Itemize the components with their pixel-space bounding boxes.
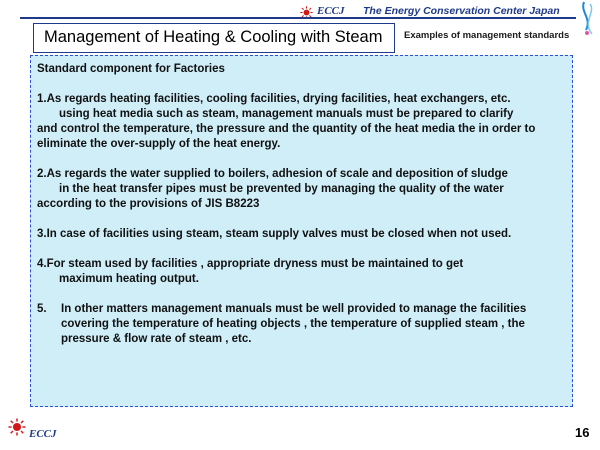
page-title: Management of Heating & Cooling with Steam [33,23,395,53]
list-item-rest: according to the provisions of JIS B8223 [37,198,260,210]
list-item-number: 5. [37,303,47,315]
list-item-first-line: 1.As regards heating facilities, cooling facilities, drying facilities, heat exchangers, etc. [37,93,511,105]
list-item [37,167,566,212]
content-panel [30,55,573,407]
list-item-first-line: 3.In case of facilities using steam, steam supply valves must be closed when not used. [37,228,512,240]
list-item-indent-line: maximum heating output. [59,273,199,285]
page-number: 16 [575,425,590,440]
list-item-text: In other matters management manuals must be well provided to manage the facilities covering the temperature of heating objects , the temperature of supplied steam , the pressure & flow rate of steam , etc. [61,303,527,345]
list-item [37,92,566,152]
footer-brand: ECCJ [29,428,57,440]
list-item-first-line: 4.For steam used by facilities , appropriate dryness must be maintained to get [37,258,464,270]
list-item-first-line: 2.As regards the water supplied to boilers, adhesion of scale and deposition of sludge [37,168,508,180]
org-name: The Energy Conservation Center Japan [363,5,560,17]
list-item [37,227,566,242]
header-divider [20,17,576,19]
list-item [37,302,566,347]
page-subtitle: Examples of management standards [404,30,570,41]
list-item [37,257,566,287]
list-item-indent-line: using heat media such as steam, management manuals must be prepared to clarify [59,108,514,120]
header-brand: ECCJ [317,5,345,17]
list-item-rest: and control the temperature, the pressure and the quantity of the heat media the in order to eliminate the over-supply of the heat energy. [37,123,536,150]
corner-swirl-icon [570,0,600,40]
content-heading: Standard component for Factories [37,63,225,75]
list-item-indent-line: in the heat transfer pipes must be prevented by managing the quality of the water [59,183,504,195]
eccj-footer-logo-icon [8,418,26,436]
